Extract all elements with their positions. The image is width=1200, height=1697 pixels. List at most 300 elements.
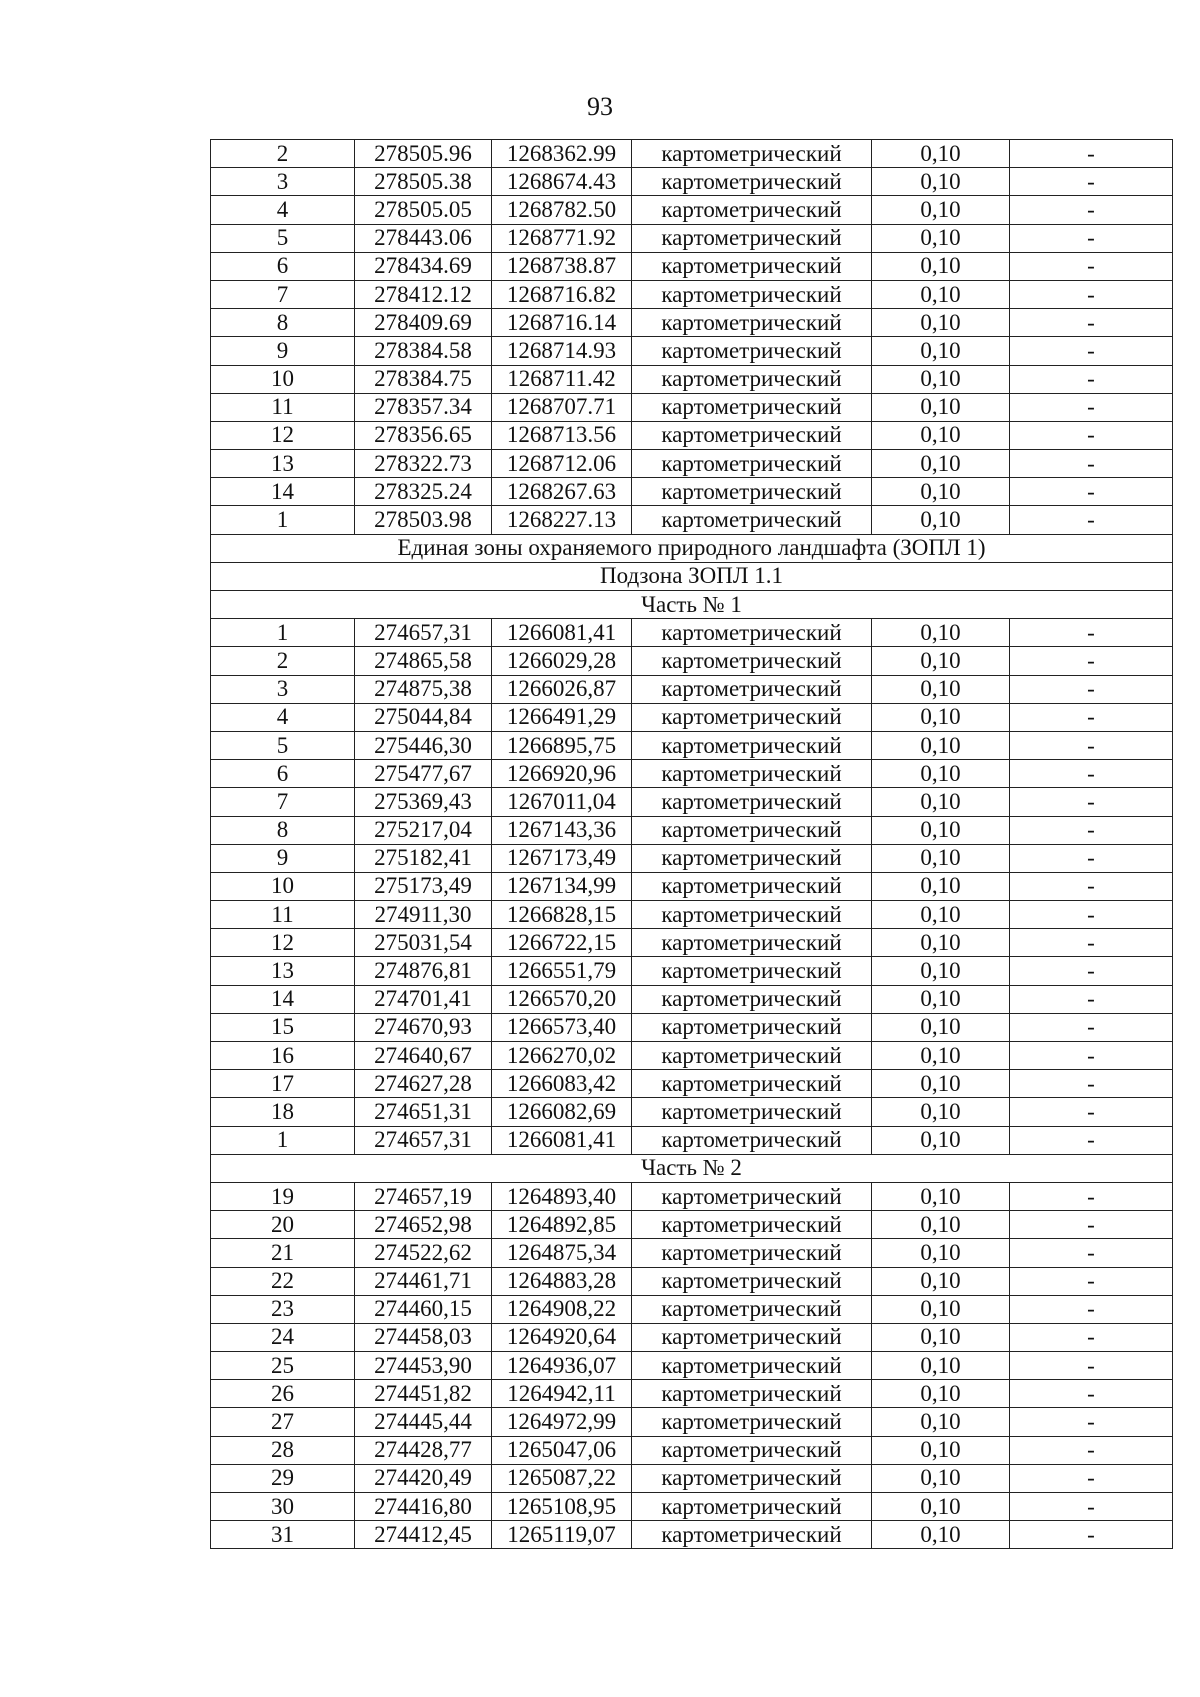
y-coordinate-cell: 1264883,28 xyxy=(492,1267,632,1295)
y-coordinate-cell: 1267143,36 xyxy=(492,816,632,844)
table-row xyxy=(211,224,1173,252)
description-cell: - xyxy=(1010,1013,1173,1041)
accuracy-cell: 0,10 xyxy=(872,1493,1010,1521)
table-row xyxy=(211,1098,1173,1126)
method-cell: картометрический xyxy=(632,1126,872,1154)
description-cell: - xyxy=(1010,1352,1173,1380)
x-coordinate-cell: 275044,84 xyxy=(355,703,492,731)
method-cell: картометрический xyxy=(632,1295,872,1323)
method-cell: картометрический xyxy=(632,506,872,534)
section-heading: Подзона ЗОПЛ 1.1 xyxy=(211,562,1173,590)
description-cell: - xyxy=(1010,788,1173,816)
x-coordinate-cell: 274522,62 xyxy=(355,1239,492,1267)
point-number-cell: 2 xyxy=(211,140,355,168)
method-cell: картометрический xyxy=(632,168,872,196)
point-number-cell: 4 xyxy=(211,703,355,731)
point-number-cell: 8 xyxy=(211,816,355,844)
x-coordinate-cell: 278384.58 xyxy=(355,337,492,365)
y-coordinate-cell: 1266026,87 xyxy=(492,675,632,703)
point-number-cell: 26 xyxy=(211,1380,355,1408)
x-coordinate-cell: 278356.65 xyxy=(355,421,492,449)
table-row xyxy=(211,844,1173,872)
method-cell: картометрический xyxy=(632,1070,872,1098)
accuracy-cell: 0,10 xyxy=(872,1464,1010,1492)
table-row xyxy=(211,1042,1173,1070)
description-cell: - xyxy=(1010,901,1173,929)
method-cell: картометрический xyxy=(632,1380,872,1408)
table-row xyxy=(211,478,1173,506)
accuracy-cell: 0,10 xyxy=(872,450,1010,478)
method-cell: картометрический xyxy=(632,731,872,759)
accuracy-cell: 0,10 xyxy=(872,1521,1010,1549)
table-row xyxy=(211,421,1173,449)
point-number-cell: 30 xyxy=(211,1493,355,1521)
table-row xyxy=(211,816,1173,844)
description-cell: - xyxy=(1010,647,1173,675)
description-cell: - xyxy=(1010,1436,1173,1464)
description-cell: - xyxy=(1010,872,1173,900)
x-coordinate-cell: 274651,31 xyxy=(355,1098,492,1126)
point-number-cell: 12 xyxy=(211,421,355,449)
y-coordinate-cell: 1266722,15 xyxy=(492,929,632,957)
y-coordinate-cell: 1265108,95 xyxy=(492,1493,632,1521)
x-coordinate-cell: 274657,19 xyxy=(355,1182,492,1210)
x-coordinate-cell: 275369,43 xyxy=(355,788,492,816)
section-heading: Единая зоны охраняемого природного ландшафта (ЗОПЛ 1) xyxy=(211,534,1173,562)
description-cell: - xyxy=(1010,506,1173,534)
table-row xyxy=(211,957,1173,985)
table-row xyxy=(211,1211,1173,1239)
section-heading: Часть № 1 xyxy=(211,591,1173,619)
table-row xyxy=(211,506,1173,534)
x-coordinate-cell: 274420,49 xyxy=(355,1464,492,1492)
x-coordinate-cell: 274701,41 xyxy=(355,985,492,1013)
x-coordinate-cell: 275173,49 xyxy=(355,872,492,900)
method-cell: картометрический xyxy=(632,1098,872,1126)
point-number-cell: 11 xyxy=(211,393,355,421)
description-cell: - xyxy=(1010,1098,1173,1126)
description-cell: - xyxy=(1010,1380,1173,1408)
x-coordinate-cell: 274460,15 xyxy=(355,1295,492,1323)
method-cell: картометрический xyxy=(632,365,872,393)
x-coordinate-cell: 278357.34 xyxy=(355,393,492,421)
table-row xyxy=(211,1295,1173,1323)
method-cell: картометрический xyxy=(632,703,872,731)
method-cell: картометрический xyxy=(632,1211,872,1239)
x-coordinate-cell: 278434.69 xyxy=(355,252,492,280)
description-cell: - xyxy=(1010,731,1173,759)
y-coordinate-cell: 1266573,40 xyxy=(492,1013,632,1041)
table-row xyxy=(211,1352,1173,1380)
section-heading-row xyxy=(211,534,1173,562)
accuracy-cell: 0,10 xyxy=(872,1013,1010,1041)
table-row xyxy=(211,1013,1173,1041)
method-cell: картометрический xyxy=(632,393,872,421)
y-coordinate-cell: 1267173,49 xyxy=(492,844,632,872)
y-coordinate-cell: 1266895,75 xyxy=(492,731,632,759)
description-cell: - xyxy=(1010,1070,1173,1098)
method-cell: картометрический xyxy=(632,421,872,449)
y-coordinate-cell: 1267134,99 xyxy=(492,872,632,900)
accuracy-cell: 0,10 xyxy=(872,929,1010,957)
section-heading-row xyxy=(211,1154,1173,1182)
section-heading: Часть № 2 xyxy=(211,1154,1173,1182)
point-number-cell: 5 xyxy=(211,224,355,252)
accuracy-cell: 0,10 xyxy=(872,1126,1010,1154)
accuracy-cell: 0,10 xyxy=(872,1295,1010,1323)
method-cell: картометрический xyxy=(632,1521,872,1549)
description-cell: - xyxy=(1010,421,1173,449)
x-coordinate-cell: 278412.12 xyxy=(355,280,492,308)
accuracy-cell: 0,10 xyxy=(872,140,1010,168)
y-coordinate-cell: 1264920,64 xyxy=(492,1323,632,1351)
y-coordinate-cell: 1264942,11 xyxy=(492,1380,632,1408)
accuracy-cell: 0,10 xyxy=(872,1239,1010,1267)
table-row xyxy=(211,309,1173,337)
table-row xyxy=(211,1182,1173,1210)
point-number-cell: 9 xyxy=(211,844,355,872)
description-cell: - xyxy=(1010,1211,1173,1239)
x-coordinate-cell: 278505.96 xyxy=(355,140,492,168)
method-cell: картометрический xyxy=(632,816,872,844)
method-cell: картометрический xyxy=(632,196,872,224)
x-coordinate-cell: 278322.73 xyxy=(355,450,492,478)
coordinates-table xyxy=(210,139,1173,1549)
y-coordinate-cell: 1264875,34 xyxy=(492,1239,632,1267)
y-coordinate-cell: 1268674.43 xyxy=(492,168,632,196)
y-coordinate-cell: 1266029,28 xyxy=(492,647,632,675)
point-number-cell: 19 xyxy=(211,1182,355,1210)
y-coordinate-cell: 1268227.13 xyxy=(492,506,632,534)
point-number-cell: 1 xyxy=(211,1126,355,1154)
table-row xyxy=(211,168,1173,196)
coordinates-table-body xyxy=(211,140,1173,1549)
description-cell: - xyxy=(1010,1042,1173,1070)
y-coordinate-cell: 1266570,20 xyxy=(492,985,632,1013)
accuracy-cell: 0,10 xyxy=(872,788,1010,816)
y-coordinate-cell: 1268716.14 xyxy=(492,309,632,337)
x-coordinate-cell: 278503.98 xyxy=(355,506,492,534)
x-coordinate-cell: 274461,71 xyxy=(355,1267,492,1295)
x-coordinate-cell: 274911,30 xyxy=(355,901,492,929)
point-number-cell: 22 xyxy=(211,1267,355,1295)
table-row xyxy=(211,872,1173,900)
accuracy-cell: 0,10 xyxy=(872,1070,1010,1098)
table-row xyxy=(211,280,1173,308)
y-coordinate-cell: 1268716.82 xyxy=(492,280,632,308)
accuracy-cell: 0,10 xyxy=(872,731,1010,759)
point-number-cell: 13 xyxy=(211,957,355,985)
description-cell: - xyxy=(1010,957,1173,985)
table-row xyxy=(211,1408,1173,1436)
point-number-cell: 9 xyxy=(211,337,355,365)
y-coordinate-cell: 1268771.92 xyxy=(492,224,632,252)
y-coordinate-cell: 1265087,22 xyxy=(492,1464,632,1492)
method-cell: картометрический xyxy=(632,647,872,675)
table-row xyxy=(211,929,1173,957)
accuracy-cell: 0,10 xyxy=(872,760,1010,788)
method-cell: картометрический xyxy=(632,450,872,478)
accuracy-cell: 0,10 xyxy=(872,985,1010,1013)
x-coordinate-cell: 275477,67 xyxy=(355,760,492,788)
accuracy-cell: 0,10 xyxy=(872,478,1010,506)
point-number-cell: 25 xyxy=(211,1352,355,1380)
description-cell: - xyxy=(1010,1493,1173,1521)
point-number-cell: 7 xyxy=(211,280,355,308)
point-number-cell: 14 xyxy=(211,985,355,1013)
description-cell: - xyxy=(1010,478,1173,506)
x-coordinate-cell: 274657,31 xyxy=(355,1126,492,1154)
description-cell: - xyxy=(1010,393,1173,421)
y-coordinate-cell: 1264936,07 xyxy=(492,1352,632,1380)
x-coordinate-cell: 274670,93 xyxy=(355,1013,492,1041)
method-cell: картометрический xyxy=(632,1013,872,1041)
point-number-cell: 3 xyxy=(211,675,355,703)
point-number-cell: 5 xyxy=(211,731,355,759)
x-coordinate-cell: 278505.05 xyxy=(355,196,492,224)
accuracy-cell: 0,10 xyxy=(872,280,1010,308)
method-cell: картометрический xyxy=(632,788,872,816)
y-coordinate-cell: 1268713.56 xyxy=(492,421,632,449)
method-cell: картометрический xyxy=(632,1182,872,1210)
table-row xyxy=(211,901,1173,929)
method-cell: картометрический xyxy=(632,1042,872,1070)
point-number-cell: 27 xyxy=(211,1408,355,1436)
x-coordinate-cell: 274445,44 xyxy=(355,1408,492,1436)
point-number-cell: 8 xyxy=(211,309,355,337)
y-coordinate-cell: 1268714.93 xyxy=(492,337,632,365)
section-heading-row xyxy=(211,562,1173,590)
x-coordinate-cell: 274458,03 xyxy=(355,1323,492,1351)
point-number-cell: 10 xyxy=(211,872,355,900)
description-cell: - xyxy=(1010,760,1173,788)
description-cell: - xyxy=(1010,1239,1173,1267)
description-cell: - xyxy=(1010,619,1173,647)
accuracy-cell: 0,10 xyxy=(872,901,1010,929)
x-coordinate-cell: 278443.06 xyxy=(355,224,492,252)
table-row xyxy=(211,196,1173,224)
point-number-cell: 1 xyxy=(211,506,355,534)
method-cell: картометрический xyxy=(632,140,872,168)
x-coordinate-cell: 275446,30 xyxy=(355,731,492,759)
accuracy-cell: 0,10 xyxy=(872,196,1010,224)
x-coordinate-cell: 274428,77 xyxy=(355,1436,492,1464)
y-coordinate-cell: 1264972,99 xyxy=(492,1408,632,1436)
description-cell: - xyxy=(1010,929,1173,957)
point-number-cell: 24 xyxy=(211,1323,355,1351)
method-cell: картометрический xyxy=(632,1464,872,1492)
table-row xyxy=(211,140,1173,168)
table-row xyxy=(211,1464,1173,1492)
description-cell: - xyxy=(1010,196,1173,224)
y-coordinate-cell: 1266081,41 xyxy=(492,1126,632,1154)
x-coordinate-cell: 274412,45 xyxy=(355,1521,492,1549)
x-coordinate-cell: 278384.75 xyxy=(355,365,492,393)
method-cell: картометрический xyxy=(632,478,872,506)
description-cell: - xyxy=(1010,816,1173,844)
accuracy-cell: 0,10 xyxy=(872,703,1010,731)
table-row xyxy=(211,1070,1173,1098)
accuracy-cell: 0,10 xyxy=(872,872,1010,900)
accuracy-cell: 0,10 xyxy=(872,168,1010,196)
table-row xyxy=(211,1239,1173,1267)
accuracy-cell: 0,10 xyxy=(872,506,1010,534)
x-coordinate-cell: 274451,82 xyxy=(355,1380,492,1408)
page-number: 93 xyxy=(587,92,613,121)
table-row xyxy=(211,647,1173,675)
table-row xyxy=(211,985,1173,1013)
y-coordinate-cell: 1268738.87 xyxy=(492,252,632,280)
accuracy-cell: 0,10 xyxy=(872,1267,1010,1295)
point-number-cell: 7 xyxy=(211,788,355,816)
description-cell: - xyxy=(1010,140,1173,168)
table-row xyxy=(211,1521,1173,1549)
description-cell: - xyxy=(1010,1323,1173,1351)
description-cell: - xyxy=(1010,1408,1173,1436)
y-coordinate-cell: 1264893,40 xyxy=(492,1182,632,1210)
description-cell: - xyxy=(1010,1267,1173,1295)
x-coordinate-cell: 274652,98 xyxy=(355,1211,492,1239)
description-cell: - xyxy=(1010,450,1173,478)
x-coordinate-cell: 275031,54 xyxy=(355,929,492,957)
description-cell: - xyxy=(1010,337,1173,365)
point-number-cell: 10 xyxy=(211,365,355,393)
table-row xyxy=(211,393,1173,421)
point-number-cell: 1 xyxy=(211,619,355,647)
table-row xyxy=(211,619,1173,647)
accuracy-cell: 0,10 xyxy=(872,957,1010,985)
table-row xyxy=(211,1267,1173,1295)
x-coordinate-cell: 274640,67 xyxy=(355,1042,492,1070)
point-number-cell: 16 xyxy=(211,1042,355,1070)
y-coordinate-cell: 1267011,04 xyxy=(492,788,632,816)
point-number-cell: 21 xyxy=(211,1239,355,1267)
point-number-cell: 23 xyxy=(211,1295,355,1323)
accuracy-cell: 0,10 xyxy=(872,1211,1010,1239)
method-cell: картометрический xyxy=(632,844,872,872)
table-row xyxy=(211,365,1173,393)
point-number-cell: 11 xyxy=(211,901,355,929)
x-coordinate-cell: 274876,81 xyxy=(355,957,492,985)
description-cell: - xyxy=(1010,168,1173,196)
table-row xyxy=(211,1436,1173,1464)
point-number-cell: 28 xyxy=(211,1436,355,1464)
method-cell: картометрический xyxy=(632,1436,872,1464)
point-number-cell: 15 xyxy=(211,1013,355,1041)
table-row xyxy=(211,1493,1173,1521)
description-cell: - xyxy=(1010,1126,1173,1154)
point-number-cell: 3 xyxy=(211,168,355,196)
y-coordinate-cell: 1266081,41 xyxy=(492,619,632,647)
method-cell: картометрический xyxy=(632,957,872,985)
description-cell: - xyxy=(1010,309,1173,337)
y-coordinate-cell: 1268782.50 xyxy=(492,196,632,224)
method-cell: картометрический xyxy=(632,252,872,280)
point-number-cell: 6 xyxy=(211,252,355,280)
table-row xyxy=(211,788,1173,816)
description-cell: - xyxy=(1010,1521,1173,1549)
accuracy-cell: 0,10 xyxy=(872,1182,1010,1210)
point-number-cell: 20 xyxy=(211,1211,355,1239)
accuracy-cell: 0,10 xyxy=(872,844,1010,872)
description-cell: - xyxy=(1010,224,1173,252)
x-coordinate-cell: 274865,58 xyxy=(355,647,492,675)
table-row xyxy=(211,1323,1173,1351)
y-coordinate-cell: 1265119,07 xyxy=(492,1521,632,1549)
description-cell: - xyxy=(1010,365,1173,393)
point-number-cell: 4 xyxy=(211,196,355,224)
method-cell: картометрический xyxy=(632,675,872,703)
accuracy-cell: 0,10 xyxy=(872,421,1010,449)
accuracy-cell: 0,10 xyxy=(872,337,1010,365)
method-cell: картометрический xyxy=(632,872,872,900)
y-coordinate-cell: 1266828,15 xyxy=(492,901,632,929)
description-cell: - xyxy=(1010,844,1173,872)
y-coordinate-cell: 1268712.06 xyxy=(492,450,632,478)
accuracy-cell: 0,10 xyxy=(872,252,1010,280)
accuracy-cell: 0,10 xyxy=(872,1408,1010,1436)
y-coordinate-cell: 1268711.42 xyxy=(492,365,632,393)
table-row xyxy=(211,703,1173,731)
point-number-cell: 6 xyxy=(211,760,355,788)
method-cell: картометрический xyxy=(632,1323,872,1351)
accuracy-cell: 0,10 xyxy=(872,1436,1010,1464)
y-coordinate-cell: 1266083,42 xyxy=(492,1070,632,1098)
description-cell: - xyxy=(1010,1295,1173,1323)
point-number-cell: 31 xyxy=(211,1521,355,1549)
point-number-cell: 14 xyxy=(211,478,355,506)
method-cell: картометрический xyxy=(632,619,872,647)
accuracy-cell: 0,10 xyxy=(872,1352,1010,1380)
y-coordinate-cell: 1266082,69 xyxy=(492,1098,632,1126)
x-coordinate-cell: 275217,04 xyxy=(355,816,492,844)
y-coordinate-cell: 1268707.71 xyxy=(492,393,632,421)
point-number-cell: 13 xyxy=(211,450,355,478)
point-number-cell: 12 xyxy=(211,929,355,957)
method-cell: картометрический xyxy=(632,1352,872,1380)
y-coordinate-cell: 1266551,79 xyxy=(492,957,632,985)
method-cell: картометрический xyxy=(632,929,872,957)
point-number-cell: 2 xyxy=(211,647,355,675)
description-cell: - xyxy=(1010,675,1173,703)
table-row xyxy=(211,252,1173,280)
description-cell: - xyxy=(1010,985,1173,1013)
accuracy-cell: 0,10 xyxy=(872,365,1010,393)
accuracy-cell: 0,10 xyxy=(872,309,1010,337)
method-cell: картометрический xyxy=(632,1408,872,1436)
x-coordinate-cell: 278325.24 xyxy=(355,478,492,506)
x-coordinate-cell: 274627,28 xyxy=(355,1070,492,1098)
y-coordinate-cell: 1264892,85 xyxy=(492,1211,632,1239)
y-coordinate-cell: 1266270,02 xyxy=(492,1042,632,1070)
accuracy-cell: 0,10 xyxy=(872,393,1010,421)
method-cell: картометрический xyxy=(632,760,872,788)
accuracy-cell: 0,10 xyxy=(872,619,1010,647)
description-cell: - xyxy=(1010,1182,1173,1210)
table-row xyxy=(211,450,1173,478)
x-coordinate-cell: 275182,41 xyxy=(355,844,492,872)
method-cell: картометрический xyxy=(632,1239,872,1267)
y-coordinate-cell: 1268362.99 xyxy=(492,140,632,168)
x-coordinate-cell: 274453,90 xyxy=(355,1352,492,1380)
x-coordinate-cell: 274875,38 xyxy=(355,675,492,703)
accuracy-cell: 0,10 xyxy=(872,1380,1010,1408)
x-coordinate-cell: 278409.69 xyxy=(355,309,492,337)
method-cell: картометрический xyxy=(632,985,872,1013)
method-cell: картометрический xyxy=(632,337,872,365)
y-coordinate-cell: 1268267.63 xyxy=(492,478,632,506)
table-row xyxy=(211,1380,1173,1408)
